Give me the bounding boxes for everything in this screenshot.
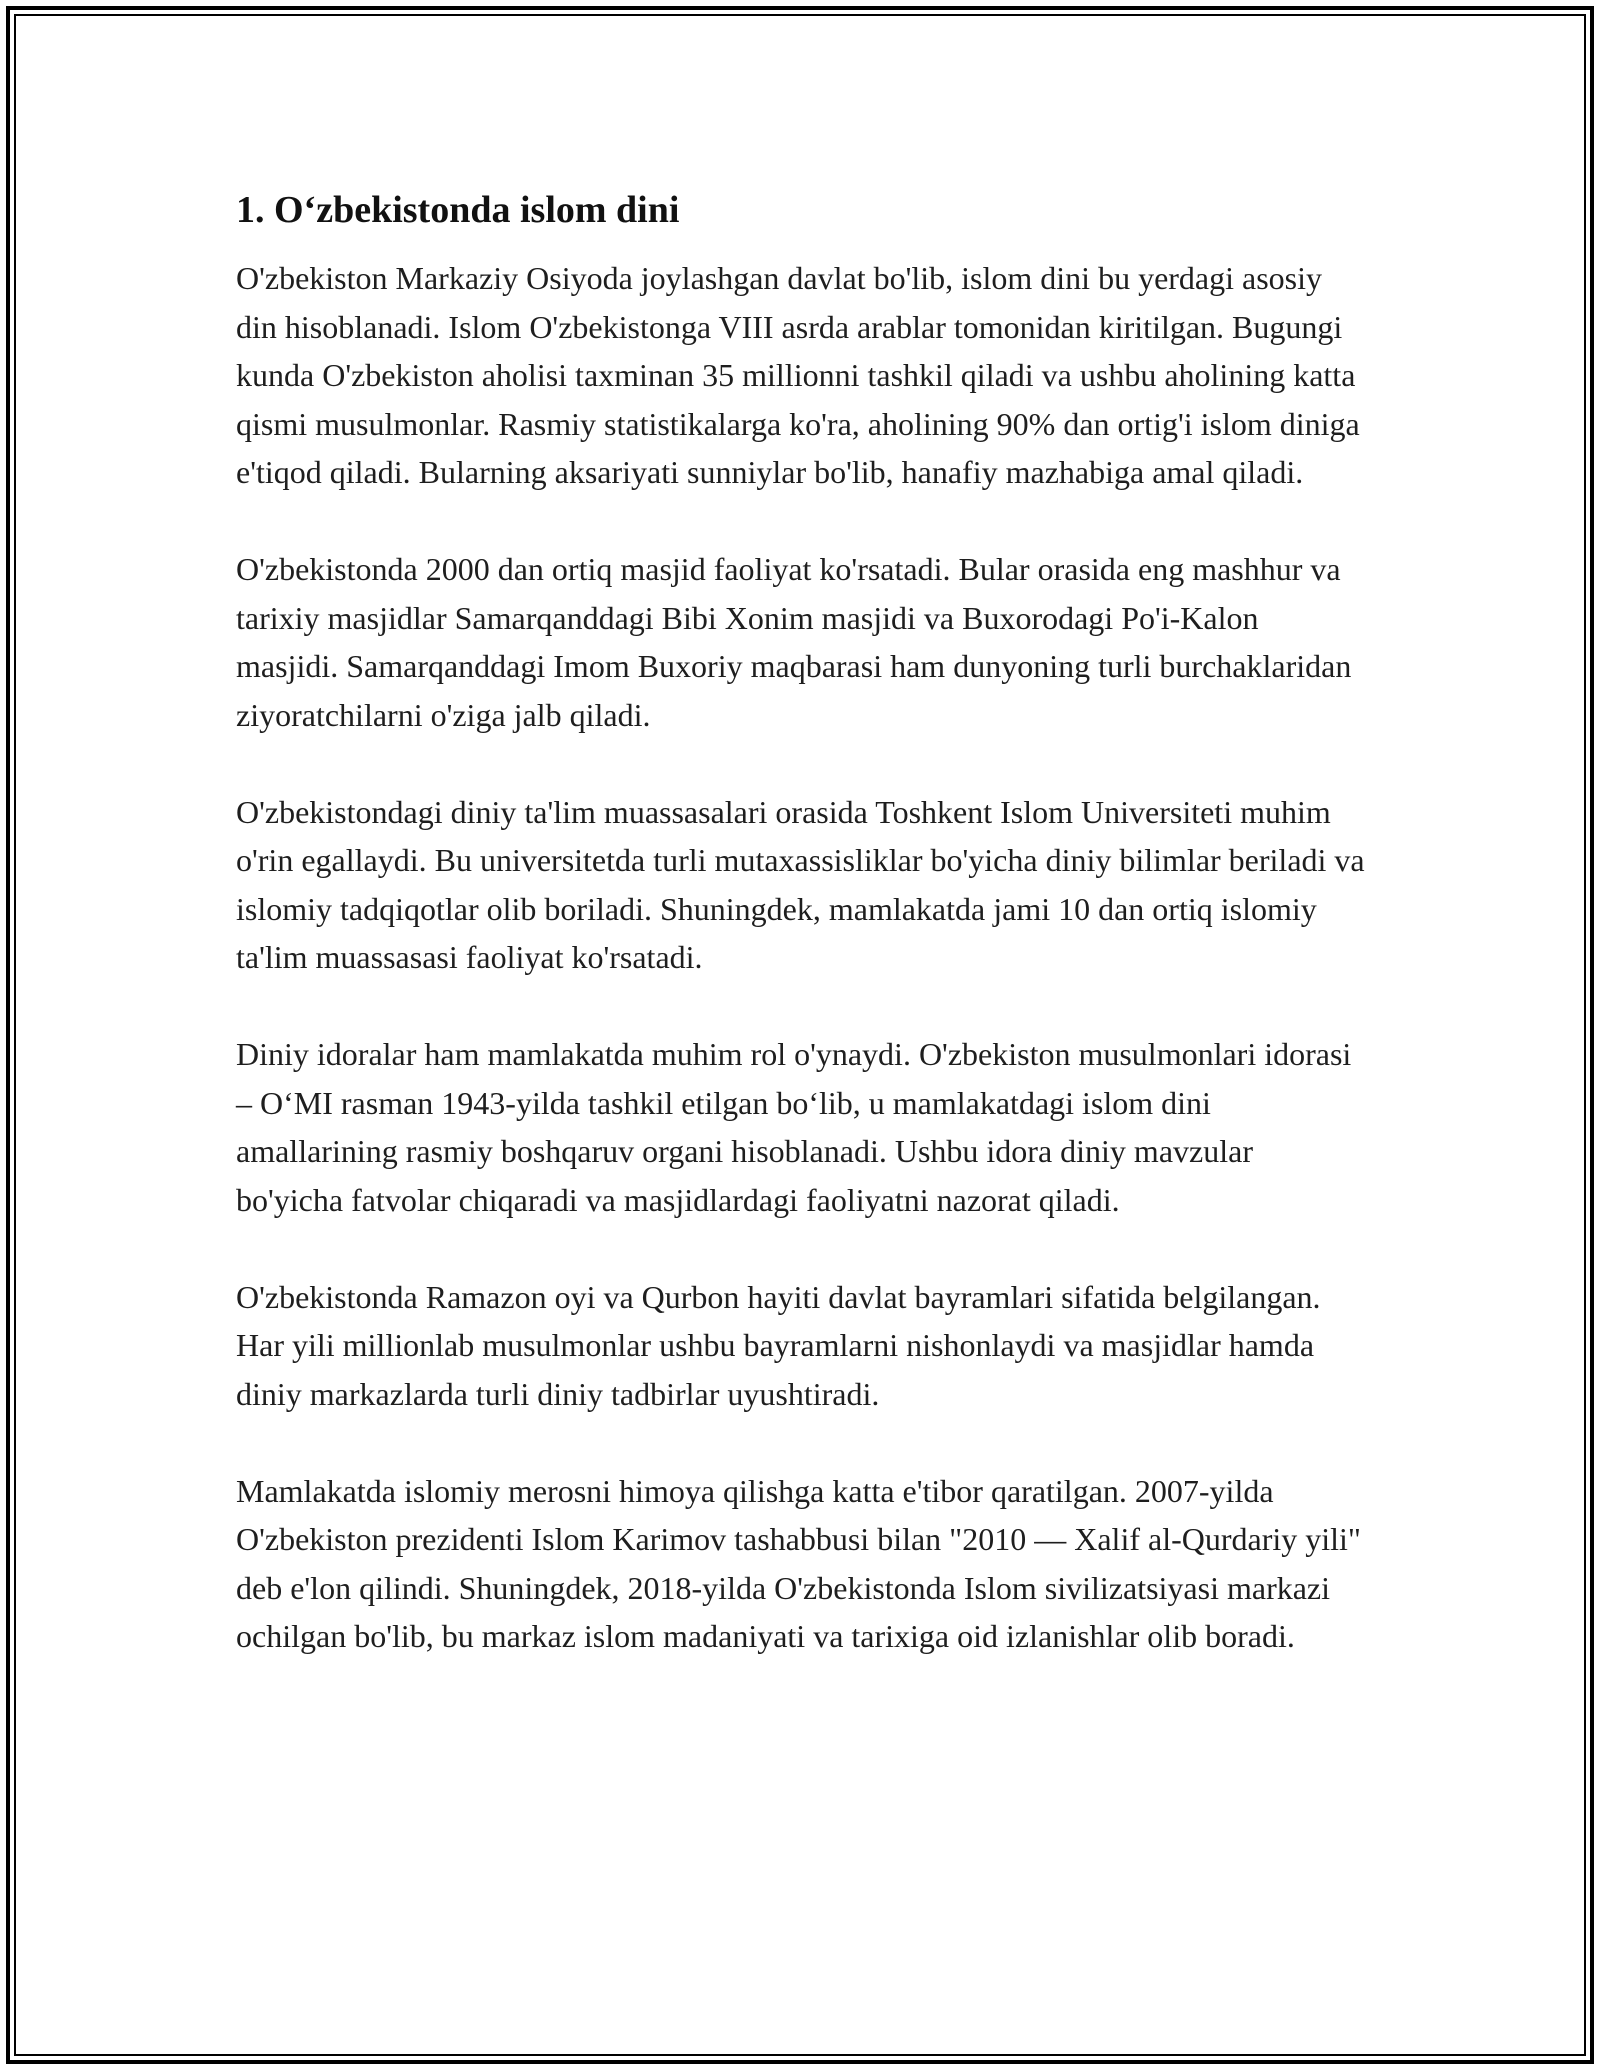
section-heading: 1. O‘zbekistonda islom dini bbox=[236, 189, 680, 231]
paragraph-intro: O'zbekiston Markaziy Osiyoda joylashgan davlat bo'lib, islom dini bu yerdagi asosiy din hisoblanadi. Islom O'zbekistonga VIII asrda arablar tomonidan kiritilgan. Bugungi kunda O'zbekiston aholisi taxminan 35 millionni tashkil qiladi va ushbu aholining katta qismi musulmonlar. Rasmiy statistikalarga ko'ra, aholining 90% dan ortig'i islom diniga e'tiqod qiladi. Bularning aksariyati sunniylar bo'lib, hanafiy mazhabiga amal qiladi. bbox=[236, 260, 1360, 490]
paragraph-religious-offices: Diniy idoralar ham mamlakatda muhim rol o'ynaydi. O'zbekiston musulmonlari idorasi – O‘MI rasman 1943-yilda tashkil etilgan bo‘lib, u mamlakatdagi islom dini amallarining rasmiy boshqaruv organi hisoblanadi. Ushbu idora diniy mavzular bo'yicha fatvolar chiqaradi va masjidlardagi faoliyatni nazorat qiladi. bbox=[236, 1036, 1352, 1218]
paragraph-heritage: Mamlakatda islomiy merosni himoya qilishga katta e'tibor qaratilgan. 2007-yilda O'zbekiston prezidenti Islom Karimov tashabbusi bilan "2010 — Xalif al-Qurdariy yili" deb e'lon qilindi. Shuningdek, 2018-yilda O'zbekistonda Islom sivilizatsiyasi markazi ochilgan bo'lib, bu markaz islom madaniyati va tarixiga oid izlanishlar olib boradi. bbox=[236, 1472, 1361, 1654]
paragraph-education: O'zbekistondagi diniy ta'lim muassasalari orasida Toshkent Islom Universiteti muhim o'rin egallaydi. Bu universitetda turli mutaxassisliklar bo'yicha diniy bilimlar beriladi va islomiy tadqiqotlar olib boriladi. Shuningdek, mamlakatda jami 10 dan ortiq islomiy ta'lim muassasasi faoliyat ko'rsatadi. bbox=[236, 793, 1365, 975]
document-body bbox=[236, 186, 1366, 1709]
paragraph-holidays: O'zbekistonda Ramazon oyi va Qurbon hayiti davlat bayramlari sifatida belgilangan. Har yili millionlab musulmonlar ushbu bayramlarni nishonlaydi va masjidlar hamda diniy markazlarda turli diniy tadbirlar uyushtiradi. bbox=[236, 1278, 1321, 1412]
paragraph-mosques: O'zbekistonda 2000 dan ortiq masjid faoliyat ko'rsatadi. Bular orasida eng mashhur va tarixiy masjidlar Samarqanddagi Bibi Xonim masjidi va Buxorodagi Po'i-Kalon masjidi. Samarqanddagi Imom Buxoriy maqbarasi ham dunyoning turli burchaklaridan ziyoratchilarni o'ziga jalb qiladi. bbox=[236, 551, 1352, 733]
